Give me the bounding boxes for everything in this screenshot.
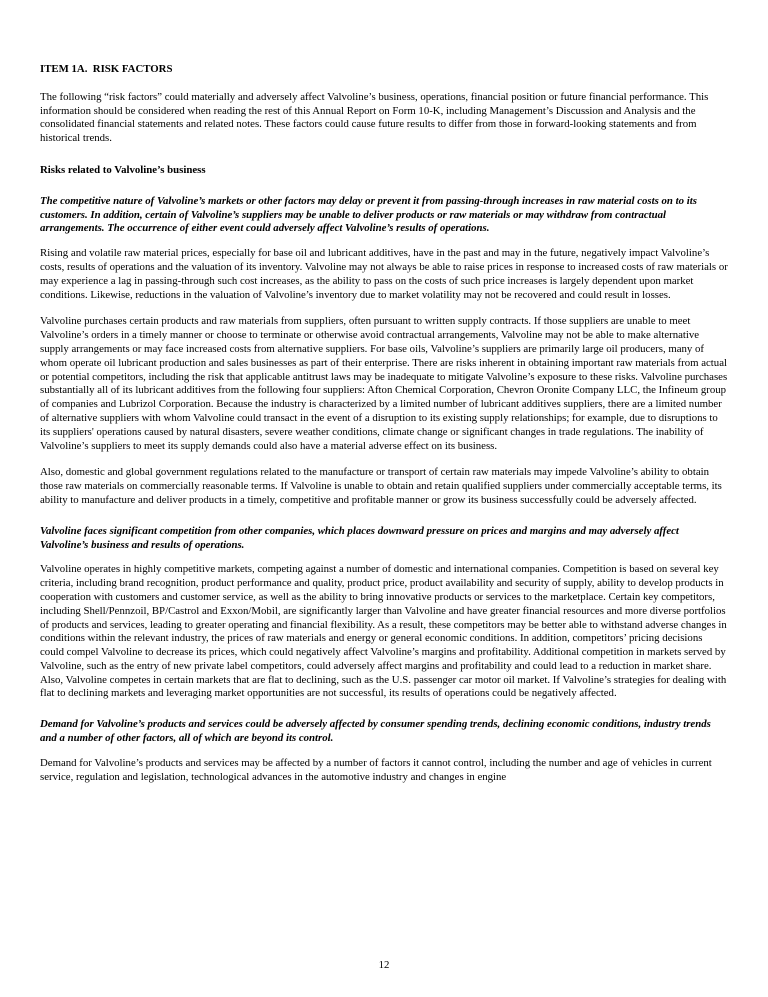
risk-factor-3-paragraph-1: Demand for Valvoline’s products and services may be affected by a number of factors it cannot control, including the number and age of vehicles in current service, regulation and legislation, technological advances in the automotive industry and changes in engine <box>40 756 712 783</box>
risk-factor-3-heading: Demand for Valvoline’s products and services could be adversely affected by consumer spending trends, declining economic conditions, industry trends and a number of other factors, all of which are beyond its control. <box>40 718 711 745</box>
item-1a-heading: ITEM 1A. RISK FACTORS <box>40 63 173 75</box>
intro-paragraph: The following “risk factors” could materially and adversely affect Valvoline’s business, operations, financial position or future financial performance. This information should be considered when reading the rest of this Annual Report on Form 10-K, including Management’s Discussion and Analysis and the consolidated financial statements and related notes. These factors could cause future results to differ from those in forward-looking statements and from historical trends. <box>40 90 709 145</box>
risk-factor-1-paragraph-2: Valvoline purchases certain products and raw materials from suppliers, often pursuant to written supply contracts. If those suppliers are unable to meet Valvoline’s orders in a timely manner or choose to terminate or otherwise avoid contractual arrangements, Valvoline may not be able to make alternative supply arrangements or may face increased costs from alternative suppliers. For base oils, Valvoline’s suppliers are primarily large oil producers, many of whom operate oil lubricant production and sales businesses as part of their enterprise. There are risks inherent in obtaining important raw materials from actual or potential competitors, including the risk that applicable antitrust laws may be inadequate to mitigate Valvoline’s exposure to these risks. Valvoline purchases substantially all of its lubricant additives from the following four suppliers: Afton Chemical Corporation, Chevron Oronite Company LLC, the Infineum group of companies and Lubrizol Corporation. Because the industry is characterized by a limited number of lubricant additives suppliers, there are a limited number of alternative suppliers with whom Valvoline could transact in the event of a disruption to its existing supply relationships; for example, due to disruptions to its suppliers' operations caused by natural disasters, severe weather conditions, climate change or significant changes in trade regulations. The inability of Valvoline’s suppliers to meet its supply demands could also have a material adverse effect on its business. <box>40 315 728 452</box>
risk-factor-1-heading: The competitive nature of Valvoline’s markets or other factors may delay or prevent it from passing-through increases in raw material costs on to its customers. In addition, certain of Valvoline’s suppliers may be unable to deliver products or raw materials or may withdraw from contractual arrangements. The occurrence of either event could adversely affect Valvoline’s results of operations. <box>40 194 697 235</box>
risk-factor-1-paragraph-3: Also, domestic and global government regulations related to the manufacture or transport of certain raw materials may impede Valvoline’s ability to obtain those raw materials on commercially reasonable terms. If Valvoline is unable to obtain and retain qualified suppliers under commercially acceptable terms, its ability to manufacture and deliver products in a timely, competitive and profitable manner or grow its business successfully could be adversely affected. <box>40 466 722 506</box>
section-heading: Risks related to Valvoline’s business <box>40 163 206 176</box>
page-number: 12 <box>378 959 390 972</box>
risk-factor-1-paragraph-1: Rising and volatile raw material prices, especially for base oil and lubricant additives, have in the past and may in the future, negatively impact Valvoline’s costs, results of operations and the valuation of its inventory. Valvoline may not always be able to raise prices in response to increased costs of raw materials or may experience a lag in passing-through such cost increases, as the ability to pass on the costs of such price increases is largely dependent upon market conditions. Likewise, reductions in the valuation of Valvoline’s inventory due to market volatility may not be recovered and could result in losses. <box>40 247 728 301</box>
risk-factor-2-paragraph-1: Valvoline operates in highly competitive markets, competing against a number of domestic and international companies. Competition is based on several key criteria, including brand recognition, product performance and quality, product price, product availability and security of supply, ability to develop products in cooperation with customers and customer service, as well as the ability to bring innovative products or services to the marketplace. Certain key competitors, including Shell/Pennzoil, BP/Castrol and Exxon/Mobil, are significantly larger than Valvoline and have greater financial resources and more diverse portfolios of products and services, leading to greater operating and financial flexibility. As a result, these competitors may be better able to withstand adverse changes in conditions within the relevant industry, the prices of raw materials and energy or general economic conditions. In addition, competitors’ pricing decisions could compel Valvoline to decrease its prices, which could negatively affect Valvoline’s margins and profitability. Additional competition in markets served by Valvoline, such as the entry of new private label competitors, could adversely affect margins and profitability and could lead to a reduction in market share. Also, Valvoline competes in certain markets that are flat to declining, such as the U.S. passenger car motor oil market. If Valvoline’s strategies for dealing with flat to declining markets and leveraging market opportunities are not successful, its results of operations could be negatively affected. <box>40 563 727 700</box>
risk-factor-2-heading: Valvoline faces significant competition from other companies, which places downward pressure on prices and margins and may adversely affect Valvoline’s business and results of operations. <box>40 524 679 551</box>
